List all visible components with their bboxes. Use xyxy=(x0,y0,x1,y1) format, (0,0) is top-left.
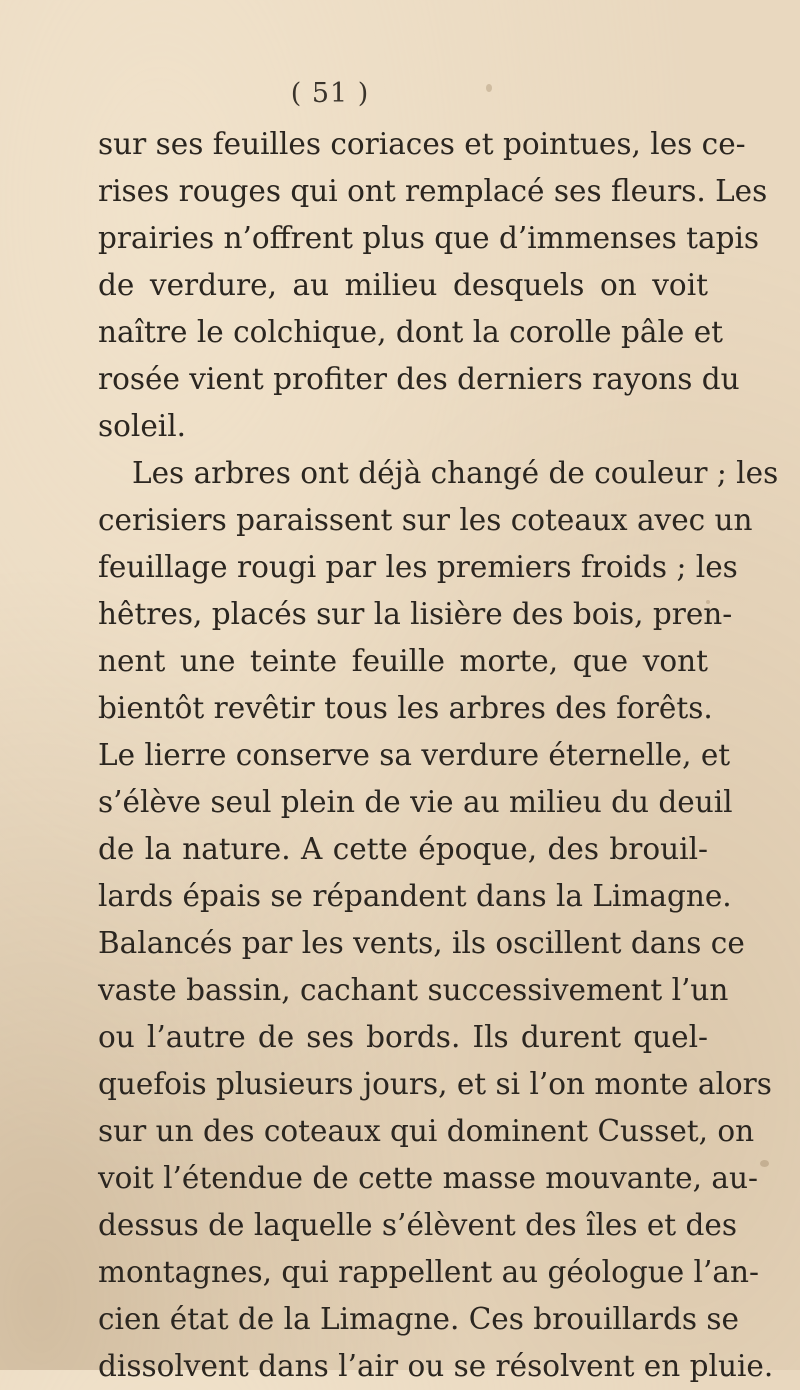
text-line: s’élève seul plein de vie au milieu du deuil xyxy=(98,785,733,819)
text-line: rises rouges qui ont remplacé ses fleurs. Les xyxy=(98,174,768,208)
text-line: de la nature. A cette époque, des brouil- xyxy=(98,832,708,866)
text-line: ou l’autre de ses bords. Ils durent quel- xyxy=(98,1020,708,1054)
text-line: dessus de laquelle s’élèvent des îles et des xyxy=(98,1208,738,1242)
text-line: sur ses feuilles coriaces et pointues, les ce- xyxy=(98,127,746,161)
paper-stain xyxy=(706,600,710,604)
text-line: Le lierre conserve sa verdure éternelle, et xyxy=(98,738,731,772)
text-line: montagnes, qui rappellent au géologue l’an- xyxy=(98,1255,759,1289)
paragraph-first-line: Les arbres ont déjà changé de couleur ; les xyxy=(132,456,779,490)
paper-stain xyxy=(760,1160,769,1167)
text-line: hêtres, placés sur la lisière des bois, pren- xyxy=(98,597,733,631)
text-line: bientôt revêtir tous les arbres des forêts. xyxy=(98,691,713,725)
text-line: de verdure, au milieu desquels on voit xyxy=(98,268,708,302)
text-line: dissolvent dans l’air ou se résolvent en pluie. xyxy=(98,1349,774,1383)
text-line: voit l’étendue de cette masse mouvante, au- xyxy=(98,1161,758,1195)
text-line: quefois plusieurs jours, et si l’on monte alors xyxy=(98,1067,772,1101)
page-number: ( 51 ) xyxy=(290,78,370,109)
text-line: soleil. xyxy=(98,409,187,443)
text-line: vaste bassin, cachant successivement l’un xyxy=(98,973,729,1007)
text-line: naître le colchique, dont la corolle pâle et xyxy=(98,315,724,349)
text-line: Balancés par les vents, ils oscillent dans ce xyxy=(98,926,745,960)
text-line: cien état de la Limagne. Ces brouillards se xyxy=(98,1302,740,1336)
text-line: cerisiers paraissent sur les coteaux avec un xyxy=(98,503,753,537)
text-line: feuillage rougi par les premiers froids ; les xyxy=(98,550,738,584)
text-line: prairies n’offrent plus que d’immenses tapis xyxy=(98,221,760,255)
text-line: nent une teinte feuille morte, que vont xyxy=(98,644,708,678)
text-line: lards épais se répandent dans la Limagne. xyxy=(98,879,732,913)
paper-stain xyxy=(486,84,492,92)
text-line: rosée vient profiter des derniers rayons du xyxy=(98,362,740,396)
text-line: sur un des coteaux qui dominent Cusset, on xyxy=(98,1114,755,1148)
body-text xyxy=(98,121,779,1390)
